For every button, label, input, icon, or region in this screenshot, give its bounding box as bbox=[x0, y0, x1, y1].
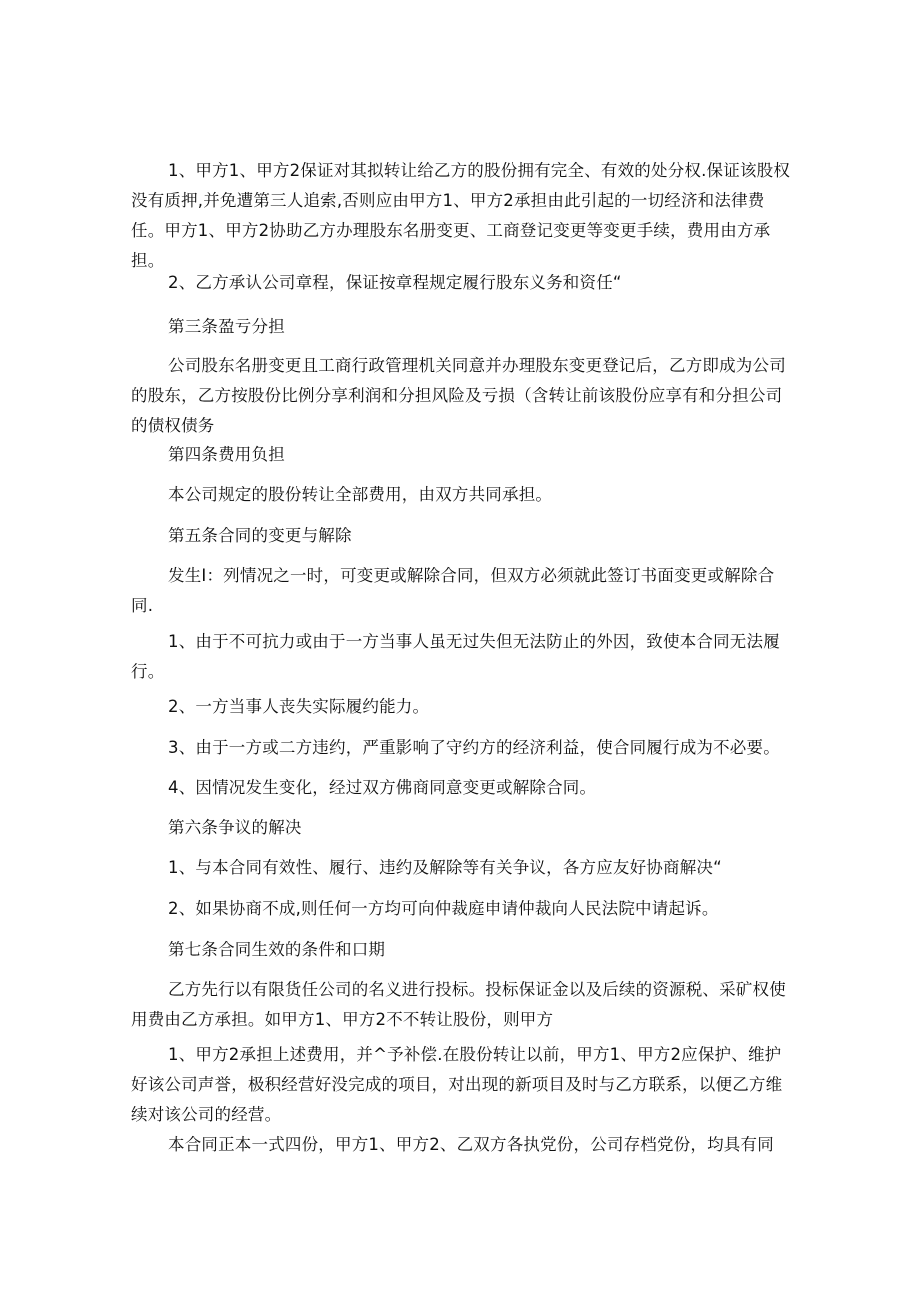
paragraph-10: 2、一方当事人丧失实际履约能力。 bbox=[168, 697, 430, 716]
paragraph-15: 2、如果协商不成,则任何一方均可向仲裁庭申请仲裁向人民法院中请起诉。 bbox=[168, 899, 719, 918]
paragraph-11: 3、由于一方或二方违约，严重影响了守约方的经济利益，使合同履行成为不必要。 bbox=[168, 738, 780, 757]
paragraph-19: 本合同正本一式四份，甲方1、甲方2、乙双方各执党份，公司存档党份，均具有同 bbox=[168, 1135, 774, 1154]
paragraph-4: 公司股东名册变更且工商行政管理机关同意并办理股东变更登记后，乙方即成为公司的股东，乙方按股份比例分享利润和分担风险及亏损（含转让前该股份应享有和分担公司的债权债务 bbox=[131, 356, 786, 435]
paragraph-17: 乙方先行以有限货任公司的名义进行投标。投标保证金以及后续的资源税、采矿权使用费由乙方承担。如甲方1、甲方2不不转让股份，则甲方 bbox=[131, 980, 786, 1029]
paragraph-2: 2、乙方承认公司章程，保证按章程规定履行股东义务和资任“ bbox=[168, 273, 622, 292]
section-heading-6: 第六条争议的解决 bbox=[168, 818, 302, 837]
paragraph-9: 1、由于不可抗力或由于一方当事人虽无过失但无法防止的外因，致使本合同无法履行。 bbox=[131, 632, 780, 681]
paragraph-6: 本公司规定的股份转让全部费用，由双方共同承担。 bbox=[168, 485, 553, 504]
paragraph-14: 1、与本合同有效性、履行、违约及解除等有关争议，各方应友好协商解决“ bbox=[168, 858, 722, 877]
section-heading-4: 第四条费用负担 bbox=[168, 445, 285, 464]
paragraph-18: 1、甲方2承担上述费用，并^予补偿.在股份转让以前，甲方1、甲方2应保护、维护好该公司声誉，极积经营好没完成的项目，对出现的新项目及时与乙方联系，以便乙方维续对该公司的经营。 bbox=[131, 1045, 783, 1124]
paragraph-1: 1、甲方1、甲方2保证对其拟转让给乙方的股份拥有完全、有效的处分权.保证该股权没有质押,并免遭第三人追索,否则应由甲方1、甲方2承担由此引起的一切经济和法律费任。甲方1、甲方2协助乙方办理股东名册变更、工商登记变更等变更手续，费用由方承担。 bbox=[131, 161, 791, 270]
section-heading-5: 第五条合同的变更与解除 bbox=[168, 526, 352, 545]
paragraph-12: 4、因情况发生变化，经过双方佛商同意变更或解除合同。 bbox=[168, 778, 597, 797]
section-heading-7: 第七条合同生效的条件和口期 bbox=[168, 940, 386, 959]
paragraph-8: 发生I：列情况之一时，可变更或解除合同，但双方必须就此签订书面变更或解除合同. bbox=[131, 566, 775, 615]
section-heading-3: 第三条盈亏分担 bbox=[168, 317, 285, 336]
